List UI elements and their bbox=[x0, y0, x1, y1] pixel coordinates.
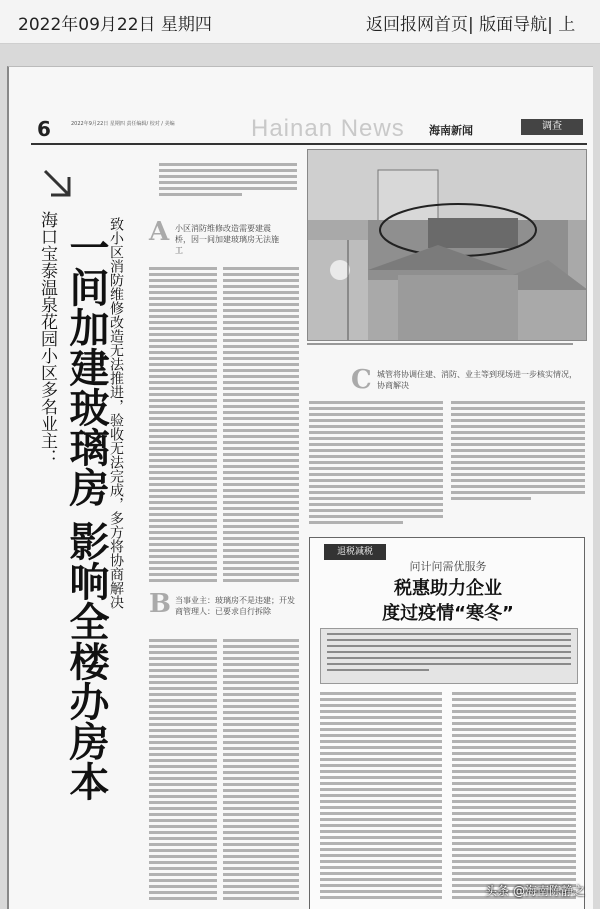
lead-paragraph bbox=[159, 163, 297, 209]
more-link[interactable]: 上 bbox=[558, 15, 576, 35]
headline-location: 海口宝泰温泉花园小区多名业主： bbox=[37, 211, 57, 466]
headline-sub: 致小区消防维修改造无法推进，验收无法完成，多方将协商解决 bbox=[108, 217, 124, 609]
section-a-title: 小区消防维修改造需要建震桥，因一间加建玻璃房无法施工 bbox=[175, 224, 279, 255]
arrow-icon bbox=[41, 167, 75, 201]
masthead-en: Hainan News bbox=[251, 115, 405, 142]
inset-body-col2 bbox=[452, 692, 576, 906]
page-meta: 2022年9月22日 星期四 责任编辑/ 校对 / 美编 bbox=[71, 121, 175, 127]
headline-main: 一间加建玻璃房 影响全楼办房本 bbox=[63, 227, 109, 801]
section-c-title: 城管将协调住建、消防、业主等到现场进一步核实情况，协商解决 bbox=[377, 370, 577, 390]
section-c-body-col2 bbox=[451, 401, 585, 529]
inset-title-line1: 税惠助力企业 bbox=[394, 578, 502, 599]
section-a-body-col1 bbox=[149, 267, 217, 587]
section-nav-link[interactable]: 版面导航| bbox=[479, 15, 553, 35]
section-tag: 调查 bbox=[521, 119, 583, 135]
section-b-body-col2 bbox=[223, 639, 299, 905]
inset-kicker: 问计问需优服务 bbox=[409, 560, 487, 573]
section-b-tag: B bbox=[149, 589, 171, 619]
top-bar bbox=[0, 0, 600, 44]
source-watermark: 头条 @海南陈静之 bbox=[485, 884, 585, 898]
section-a-body-col2 bbox=[223, 267, 299, 587]
inset-body-col1 bbox=[320, 692, 442, 906]
section-b-body-col1 bbox=[149, 639, 217, 905]
back-to-home-link[interactable]: 返回报网首页| bbox=[366, 15, 474, 35]
inset-title-line2: 度过疫情“寒冬” bbox=[382, 603, 514, 624]
inset-badge: 退税减税 bbox=[324, 544, 386, 560]
building-photo-graphic bbox=[308, 150, 587, 341]
inset-lead-box bbox=[320, 628, 578, 684]
page-number: 6 bbox=[37, 117, 51, 141]
top-nav bbox=[366, 10, 575, 35]
newspaper-page bbox=[7, 66, 593, 909]
article-photo bbox=[307, 149, 587, 341]
header-rule bbox=[31, 143, 587, 145]
photo-caption bbox=[307, 343, 587, 347]
masthead-cn: 海南新闻 bbox=[429, 124, 473, 137]
section-b-title: 当事业主：玻璃房不是违建；开发商管理人：已要求自行拆除 bbox=[175, 596, 295, 616]
section-c-body-col1 bbox=[309, 401, 443, 529]
section-c-tag: C bbox=[351, 365, 372, 395]
inset-article-box bbox=[309, 537, 585, 909]
section-a-tag: A bbox=[149, 217, 170, 247]
page-date: 2022年09月22日 星期四 bbox=[18, 15, 212, 35]
